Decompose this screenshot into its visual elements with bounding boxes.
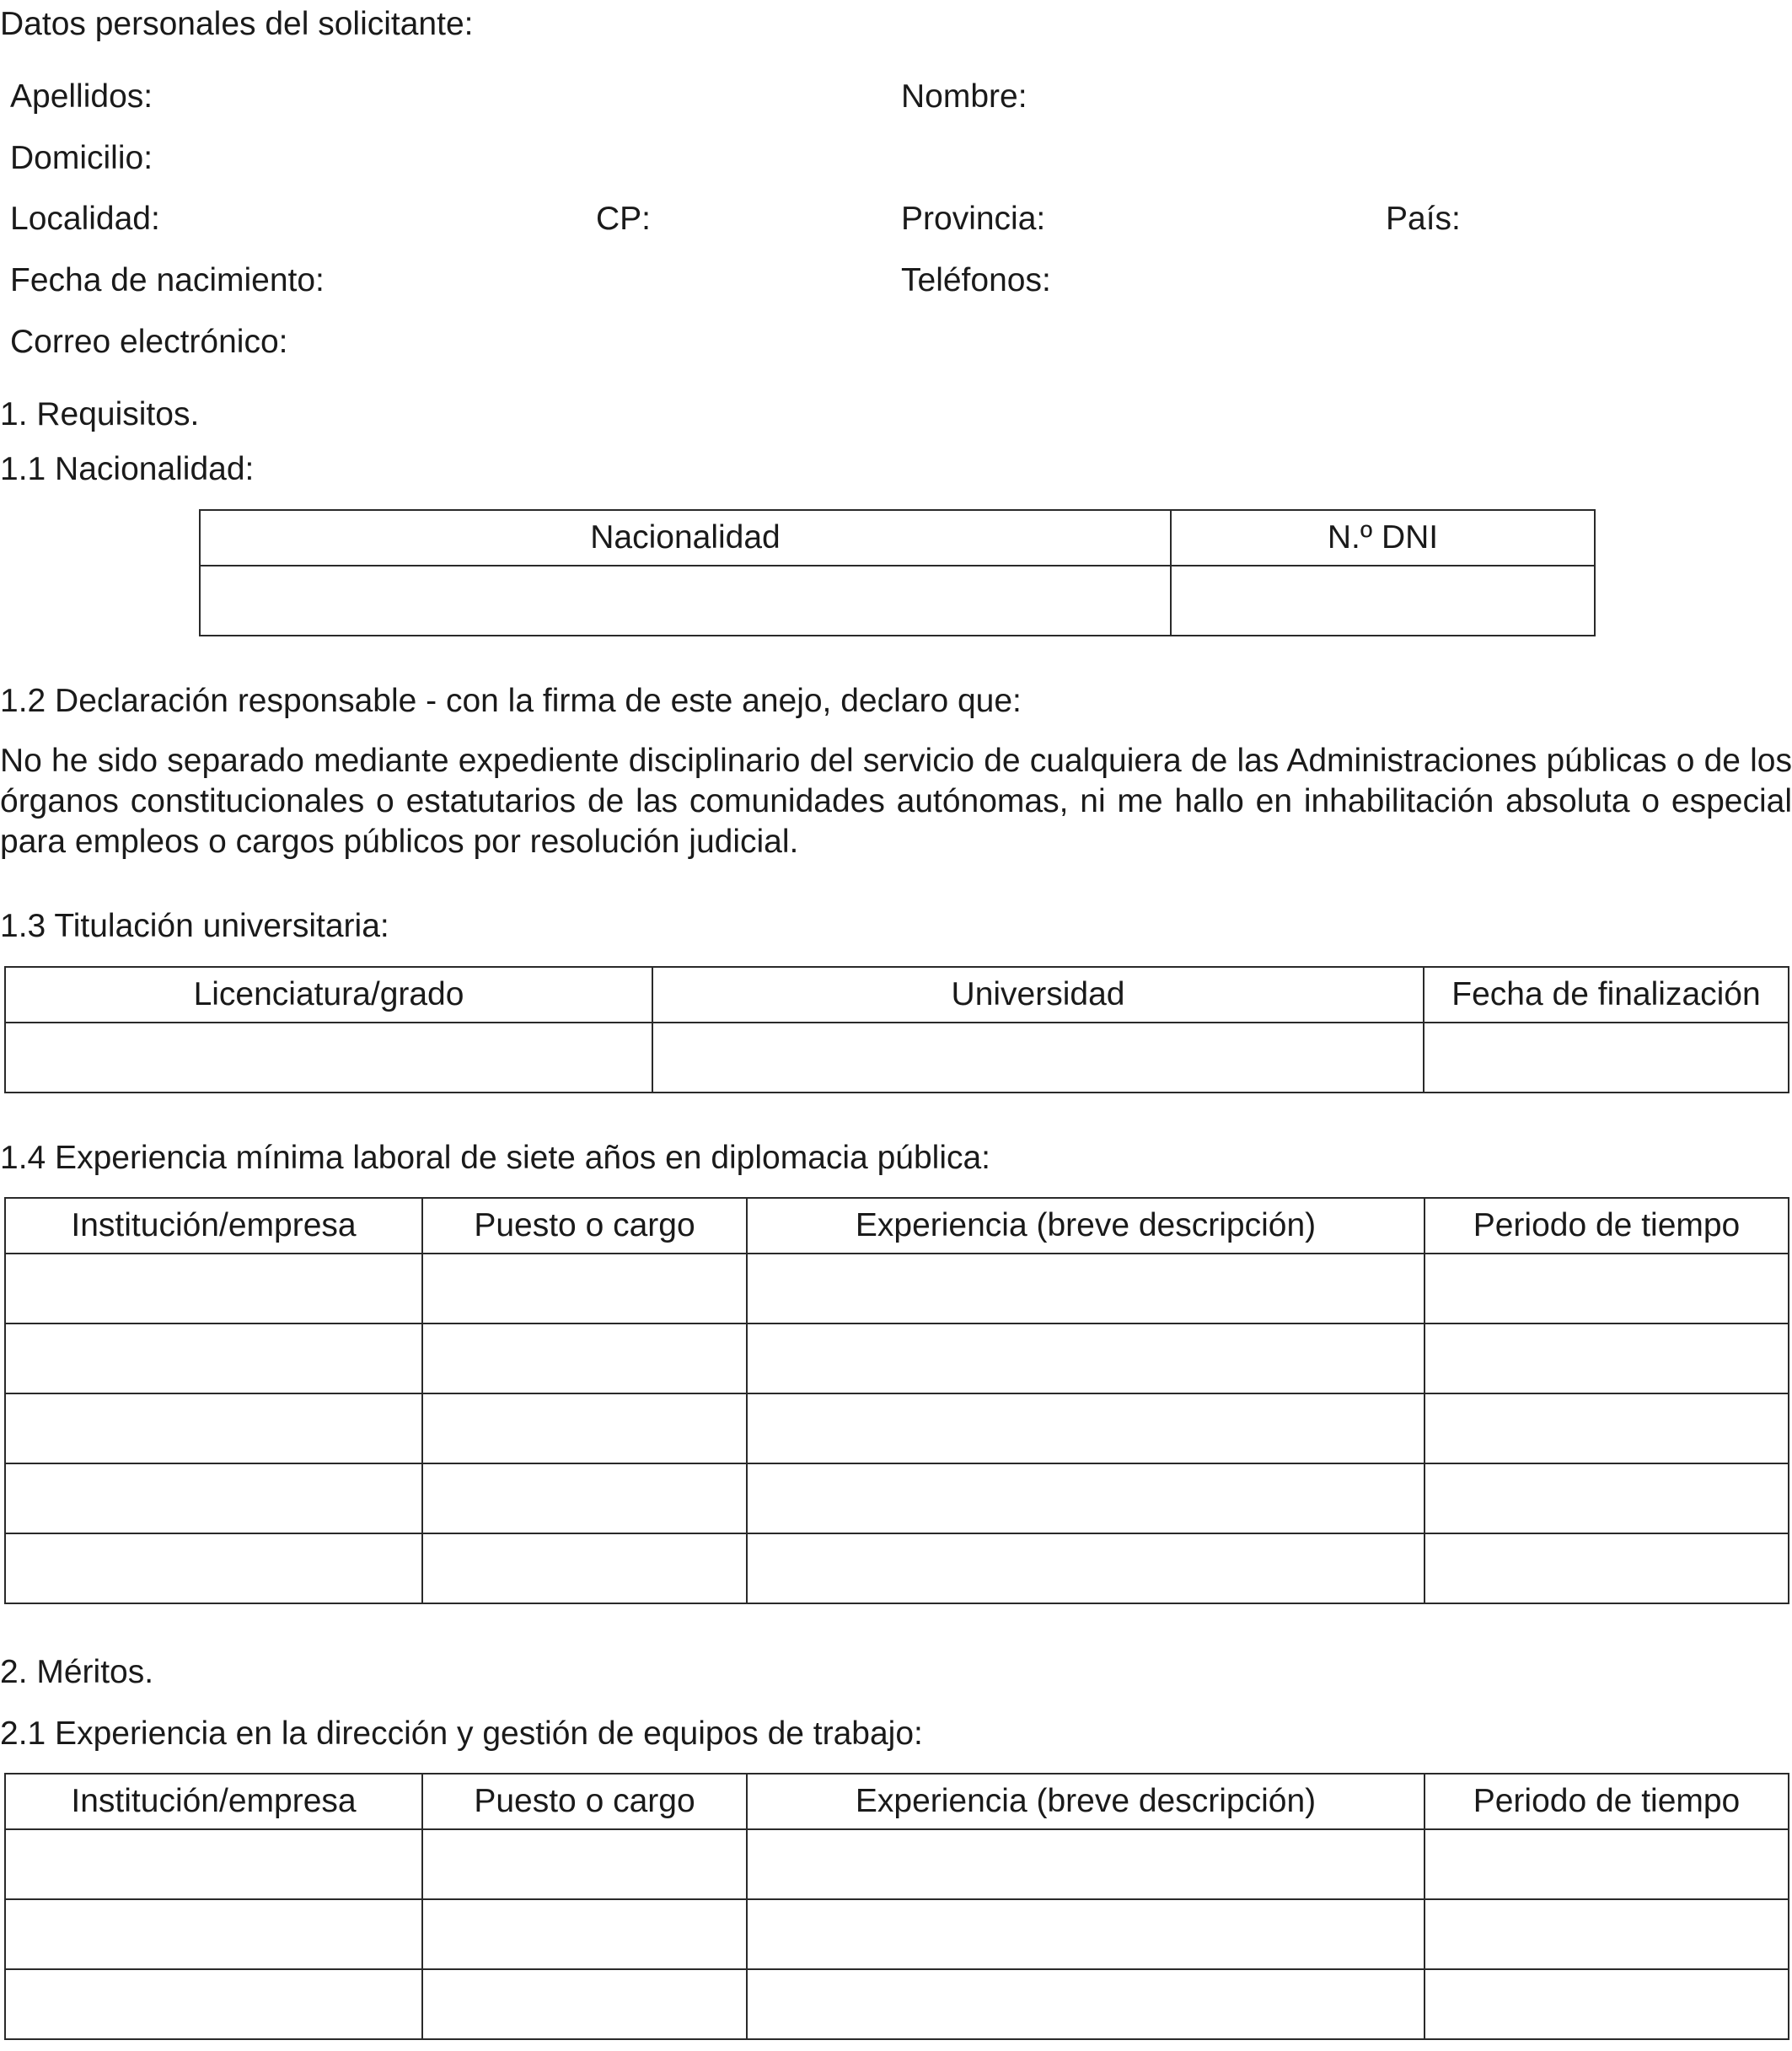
table-row (5, 1393, 1789, 1463)
puesto-cell[interactable] (422, 1254, 747, 1323)
institucion-cell[interactable] (5, 1533, 422, 1603)
puesto-cell[interactable] (422, 1829, 747, 1899)
declaracion-title: 1.2 Declaración responsable - con la firma de este anejo, declaro que: (0, 683, 1022, 719)
puesto-cell[interactable] (422, 1899, 747, 1969)
experiencia-cell[interactable] (747, 1323, 1424, 1393)
header-puesto: Puesto o cargo (422, 1198, 747, 1254)
section-1-title: 1. Requisitos. (0, 396, 200, 432)
experiencia-cell[interactable] (747, 1463, 1424, 1533)
puesto-cell[interactable] (422, 1393, 747, 1463)
periodo-cell[interactable] (1424, 1463, 1789, 1533)
experiencia-cell[interactable] (747, 1899, 1424, 1969)
header-licenciatura: Licenciatura/grado (5, 967, 652, 1023)
pais-label: País: (1386, 201, 1461, 237)
periodo-cell[interactable] (1424, 1899, 1789, 1969)
periodo-cell[interactable] (1424, 1323, 1789, 1393)
institucion-cell[interactable] (5, 1323, 422, 1393)
table-row (5, 1533, 1789, 1603)
periodo-cell[interactable] (1424, 1533, 1789, 1603)
titulacion-table (4, 966, 1789, 1093)
nacionalidad-title: 1.1 Nacionalidad: (0, 451, 255, 487)
puesto-cell[interactable] (422, 1323, 747, 1393)
header-experiencia: Experiencia (breve descripción) (747, 1774, 1424, 1829)
table-row (5, 1254, 1789, 1323)
page-title: Datos personales del solicitante: (0, 6, 474, 42)
puesto-cell[interactable] (422, 1969, 747, 2039)
institucion-cell[interactable] (5, 1899, 422, 1969)
nacionalidad-cell[interactable] (200, 566, 1171, 636)
nacionalidad-table (199, 509, 1596, 636)
nombre-label: Nombre: (901, 78, 1027, 115)
experiencia-cell[interactable] (747, 1254, 1424, 1323)
institucion-cell[interactable] (5, 1254, 422, 1323)
table-row (5, 1899, 1789, 1969)
section-2-title: 2. Méritos. (0, 1654, 154, 1690)
header-institucion: Institución/empresa (5, 1198, 422, 1254)
header-experiencia: Experiencia (breve descripción) (747, 1198, 1424, 1254)
table-row (5, 1969, 1789, 2039)
periodo-cell[interactable] (1424, 1393, 1789, 1463)
header-fecha-finalizacion: Fecha de finalización (1424, 967, 1789, 1023)
fecha-finalizacion-cell[interactable] (1424, 1023, 1789, 1093)
fecha-nacimiento-label: Fecha de nacimiento: (10, 262, 325, 298)
titulacion-title: 1.3 Titulación universitaria: (0, 908, 389, 944)
domicilio-label: Domicilio: (10, 140, 153, 176)
periodo-cell[interactable] (1424, 1254, 1789, 1323)
dni-cell[interactable] (1171, 566, 1595, 636)
direccion-title: 2.1 Experiencia en la dirección y gestión de equipos de trabajo: (0, 1715, 923, 1752)
localidad-label: Localidad: (10, 201, 160, 237)
header-periodo: Periodo de tiempo (1424, 1198, 1789, 1254)
declaracion-text: No he sido separado mediante expediente disciplinario del servicio de cualquiera de las Administraciones públicas o de los órganos constitucionales o estatutarios de las comunidades autónomas, ni me hallo en inhabilitación absoluta o especial para empleos o cargos públicos por resolución judicial. (0, 743, 1792, 860)
apellidos-label: Apellidos: (10, 78, 153, 115)
experiencia-cell[interactable] (747, 1393, 1424, 1463)
table-row (5, 1829, 1789, 1899)
header-puesto: Puesto o cargo (422, 1774, 747, 1829)
periodo-cell[interactable] (1424, 1969, 1789, 2039)
provincia-label: Provincia: (901, 201, 1046, 237)
experiencia-cell[interactable] (747, 1829, 1424, 1899)
periodo-cell[interactable] (1424, 1829, 1789, 1899)
header-nacionalidad: Nacionalidad (200, 510, 1171, 566)
table-row (5, 1323, 1789, 1393)
institucion-cell[interactable] (5, 1969, 422, 2039)
cp-label: CP: (596, 201, 652, 237)
telefonos-label: Teléfonos: (901, 262, 1051, 298)
experiencia-title: 1.4 Experiencia mínima laboral de siete años en diplomacia pública: (0, 1140, 991, 1176)
experiencia-cell[interactable] (747, 1533, 1424, 1603)
licenciatura-cell[interactable] (5, 1023, 652, 1093)
experiencia-cell[interactable] (747, 1969, 1424, 2039)
correo-label: Correo electrónico: (10, 324, 288, 360)
institucion-cell[interactable] (5, 1463, 422, 1533)
header-dni: N.º DNI (1171, 510, 1595, 566)
header-periodo: Periodo de tiempo (1424, 1774, 1789, 1829)
experiencia-table (4, 1197, 1789, 1604)
puesto-cell[interactable] (422, 1463, 747, 1533)
direccion-table (4, 1773, 1789, 2040)
table-row (5, 1463, 1789, 1533)
puesto-cell[interactable] (422, 1533, 747, 1603)
institucion-cell[interactable] (5, 1829, 422, 1899)
header-institucion: Institución/empresa (5, 1774, 422, 1829)
universidad-cell[interactable] (652, 1023, 1424, 1093)
header-universidad: Universidad (652, 967, 1424, 1023)
institucion-cell[interactable] (5, 1393, 422, 1463)
